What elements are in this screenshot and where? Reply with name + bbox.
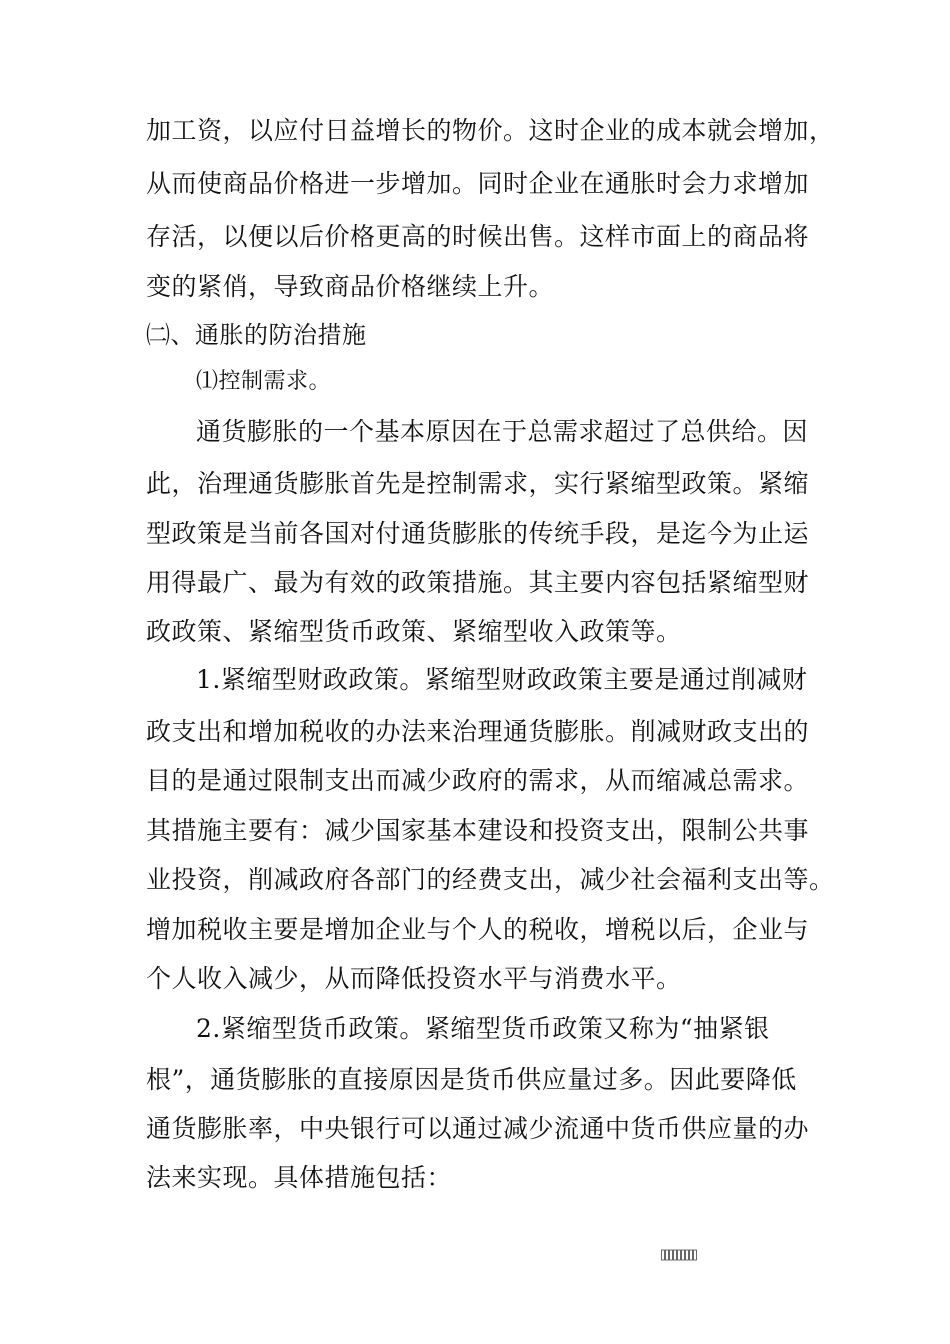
paragraph-line: 从而使商品价格进一步增加。同时企业在通胀时会力求增加	[146, 169, 810, 198]
paragraph-line: 目的是通过限制支出而减少政府的需求，从而缩减总需求。	[146, 766, 810, 795]
paragraph-line: 其措施主要有：减少国家基本建设和投资支出，限制公共事	[146, 816, 810, 845]
paragraph-line: 加工资，以应付日益增长的物价。这时企业的成本就会增加，	[146, 116, 835, 145]
paragraph-line: 变的紧俏，导致商品价格继续上升。	[146, 272, 555, 301]
paragraph-line: 此，治理通货膨胀首先是控制需求，实行紧缩型政策。紧缩	[146, 469, 810, 498]
paragraph-line: 用得最广、最为有效的政策措施。其主要内容包括紧缩型财	[146, 568, 810, 597]
paragraph-line: 政政策、紧缩型货币政策、紧缩型收入政策等。	[146, 617, 682, 646]
page-number-glyphs-icon	[661, 1249, 698, 1261]
paragraph-line: 通货膨胀的一个基本原因在于总需求超过了总供给。因	[196, 417, 809, 446]
paragraph-line: 增加税收主要是增加企业与个人的税收，增税以后，企业与	[146, 915, 810, 944]
paragraph-line: 法来实现。具体措施包括：	[146, 1163, 453, 1192]
paragraph-line: 根”，通货膨胀的直接原因是货币供应量过多。因此要降低	[146, 1065, 797, 1094]
page-footer	[661, 1249, 698, 1261]
paragraph-line: 通货膨胀率，中央银行可以通过减少流通中货币供应量的办	[146, 1114, 810, 1143]
paragraph-line: 型政策是当前各国对付通货膨胀的传统手段，是迄今为止运	[146, 519, 810, 548]
paragraph-line: 个人收入减少，从而降低投资水平与消费水平。	[146, 964, 682, 993]
paragraph-line: 业投资，削减政府各部门的经费支出，减少社会福利支出等。	[146, 865, 835, 894]
paragraph-line: 2.紧缩型货币政策。紧缩型货币政策又称为“抽紧银	[196, 1014, 770, 1043]
paragraph-line: 存活，以便以后价格更高的时候出售。这样市面上的商品将	[146, 222, 810, 251]
paragraph-line: 政支出和增加税收的办法来治理通货膨胀。削减财政支出的	[146, 717, 810, 746]
subsection-heading: ⑴控制需求。	[196, 369, 332, 394]
paragraph-line: 1.紧缩型财政政策。紧缩型财政政策主要是通过削减财	[196, 665, 808, 694]
section-heading: ㈡、通胀的防治措施	[146, 321, 367, 349]
